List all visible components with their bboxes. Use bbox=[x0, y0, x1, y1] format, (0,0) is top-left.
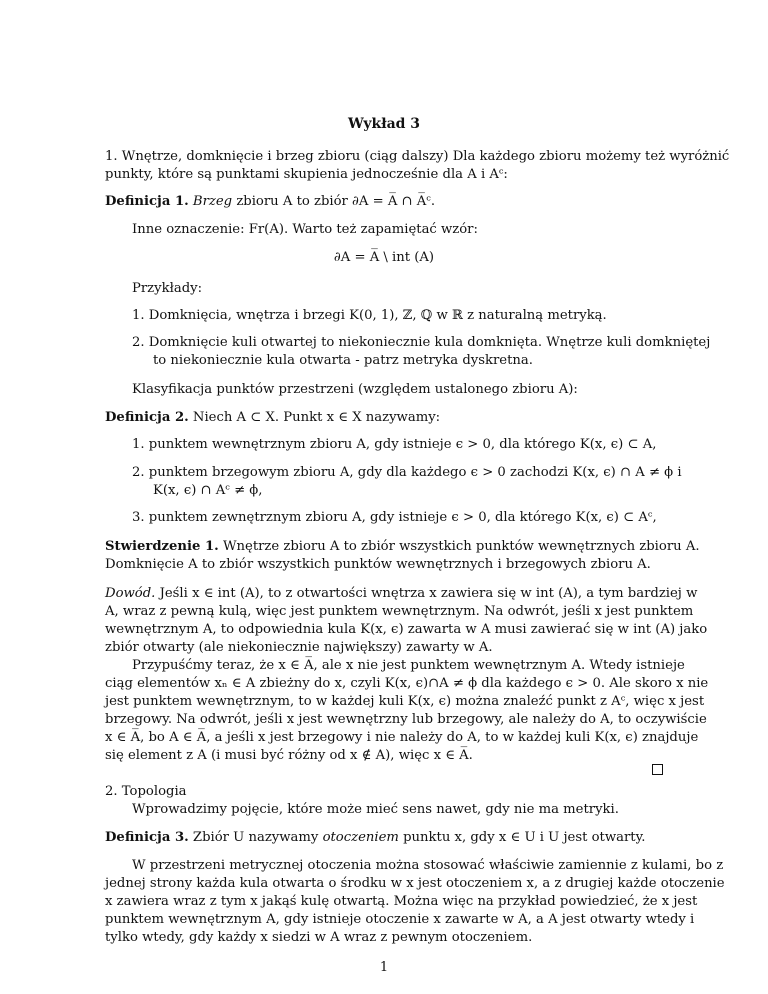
def2-item-3: 3. punktem zewnętrznym zbioru A, gdy istnieje ϵ > 0, dla którego K(x, ϵ) ⊂ Aᶜ, bbox=[132, 510, 657, 525]
page-title: Wykład 3 bbox=[347, 116, 421, 132]
def2-item-2-line-1: 2. punktem brzegowym zbioru A, gdy dla każdego ϵ > 0 zachodzi K(x, ϵ) ∩ A ≠ ϕ i bbox=[132, 465, 682, 480]
proof-line-2: A, wraz z pewną kulą, więc jest punktem wewnętrznym. Na odwrót, jeśli x jest punktem bbox=[105, 604, 694, 619]
boundary-formula: ∂A = A̅ \ int (A) bbox=[333, 250, 435, 265]
definition-3-term: otoczeniem bbox=[322, 830, 399, 845]
definition-3 bbox=[105, 830, 646, 846]
def2-item-2-line-2: K(x, ϵ) ∩ Aᶜ ≠ ϕ, bbox=[153, 483, 263, 498]
proof-line-6: ciąg elementów xₙ ∈ A zbieżny do x, czyli K(x, ϵ)∩A ≠ ϕ dla każdego ϵ > 0. Ale skoro x nie bbox=[105, 676, 709, 691]
proof-label: Dowód. bbox=[105, 586, 156, 601]
final-line-1: W przestrzeni metrycznej otoczenia można stosować właściwie zamiennie z kulami, bo z bbox=[132, 858, 724, 873]
final-line-5: tylko wtedy, gdy każdy x siedzi w A wraz z pewnym otoczeniem. bbox=[105, 930, 533, 945]
definition-3-post: punktu x, gdy x ∈ U i U jest otwarty. bbox=[403, 830, 646, 845]
topology-intro: Wprowadzimy pojęcie, które może mieć sens nawet, gdy nie ma metryki. bbox=[132, 802, 619, 817]
definition-1-term: Brzeg bbox=[192, 194, 233, 209]
def2-item-1: 1. punktem wewnętrznym zbioru A, gdy istnieje ϵ > 0, dla którego K(x, ϵ) ⊂ A, bbox=[132, 437, 657, 452]
qed-square-icon bbox=[652, 764, 663, 775]
intro-line-2: punkty, które są punktami skupienia jednocześnie dla A i Aᶜ: bbox=[105, 167, 508, 182]
example-1: 1. Domknięcia, wnętrza i brzegi K(0, 1), ℤ, ℚ w ℝ z naturalną metryką. bbox=[132, 308, 607, 323]
example-2-line-1: 2. Domknięcie kuli otwartej to niekoniecznie kula domknięta. Wnętrze kuli domkniętej bbox=[132, 335, 711, 350]
definition-2-label: Definicja 2. bbox=[105, 410, 189, 425]
definition-2-text: Niech A ⊂ X. Punkt x ∈ X nazywamy: bbox=[192, 410, 441, 425]
final-line-4: punktem wewnętrznym A, gdy istnieje otoczenie x zawarte w A, a A jest otwarty wtedy i bbox=[105, 912, 695, 927]
proof-line-10: się element z A (i musi być różny od x ∉ A), więc x ∈ A̅. bbox=[105, 748, 473, 763]
final-line-3: x zawiera wraz z tym x jakąś kulę otwartą. Można więc na przykład powiedzieć, że x jest bbox=[105, 894, 698, 909]
proposition-1-label: Stwierdzenie 1. bbox=[105, 539, 219, 554]
proof-line-4: zbiór otwarty (ale niekoniecznie największy) zawarty w A. bbox=[105, 640, 493, 655]
definition-1-label: Definicja 1. bbox=[105, 194, 189, 209]
definition-3-pre: Zbiór U nazywamy bbox=[192, 830, 319, 845]
final-line-2: jednej strony każda kula otwarta o środku w x jest otoczeniem x, a z drugiej każde otoczenie bbox=[105, 876, 725, 891]
examples-label: Przykłady: bbox=[132, 281, 203, 296]
definition-3-label: Definicja 3. bbox=[105, 830, 189, 845]
proposition-1-line-1 bbox=[105, 539, 700, 555]
proof-text-1: Jeśli x ∈ int (A), to z otwartości wnętrza x zawiera się w int (A), a tym bardziej w bbox=[159, 586, 698, 601]
proposition-1-text-1: Wnętrze zbioru A to zbiór wszystkich punktów wewnętrznych zbioru A. bbox=[222, 539, 700, 554]
definition-1 bbox=[105, 194, 435, 210]
definition-2 bbox=[105, 410, 440, 426]
example-2-line-2: to niekoniecznie kula otwarta - patrz metryka dyskretna. bbox=[153, 353, 533, 368]
proof-line-7: jest punktem wewnętrznym, to w każdej kuli K(x, ϵ) można znaleźć punkt z Aᶜ, więc x jest bbox=[105, 694, 705, 709]
topology-heading: 2. Topologia bbox=[105, 784, 187, 799]
classification-text: Klasyfikacja punktów przestrzeni (względem ustalonego zbioru A): bbox=[132, 382, 578, 397]
intro-line-1: 1. Wnętrze, domknięcie i brzeg zbioru (ciąg dalszy) Dla każdego zbioru możemy też wyróżnić bbox=[105, 149, 730, 164]
proof-line-3: wewnętrznym A, to odpowiednia kula K(x, ϵ) zawarta w A musi zawierać się w int (A) jako bbox=[105, 622, 708, 637]
proof-line-1 bbox=[105, 586, 698, 602]
proof-line-9: x ∈ A̅, bo A ∈ A̅, a jeśli x jest brzegowy i nie należy do A, to w każdej kuli K(x, ϵ) znajduje bbox=[105, 730, 699, 745]
page-number: 1 bbox=[379, 960, 389, 975]
proposition-1-line-2: Domknięcie A to zbiór wszystkich punktów wewnętrznych i brzegowych zbioru A. bbox=[105, 557, 651, 572]
proof-line-8: brzegowy. Na odwrót, jeśli x jest wewnętrzny lub brzegowy, ale należy do A, to oczywiście bbox=[105, 712, 707, 727]
definition-1-text: zbioru A to zbiór ∂A = A̅ ∩ A̅ᶜ. bbox=[236, 194, 436, 209]
definition-1-note: Inne oznaczenie: Fr(A). Warto też zapamiętać wzór: bbox=[132, 222, 478, 237]
proof-line-5: Przypuśćmy teraz, że x ∈ A̅, ale x nie jest punktem wewnętrznym A. Wtedy istnieje bbox=[132, 658, 685, 673]
